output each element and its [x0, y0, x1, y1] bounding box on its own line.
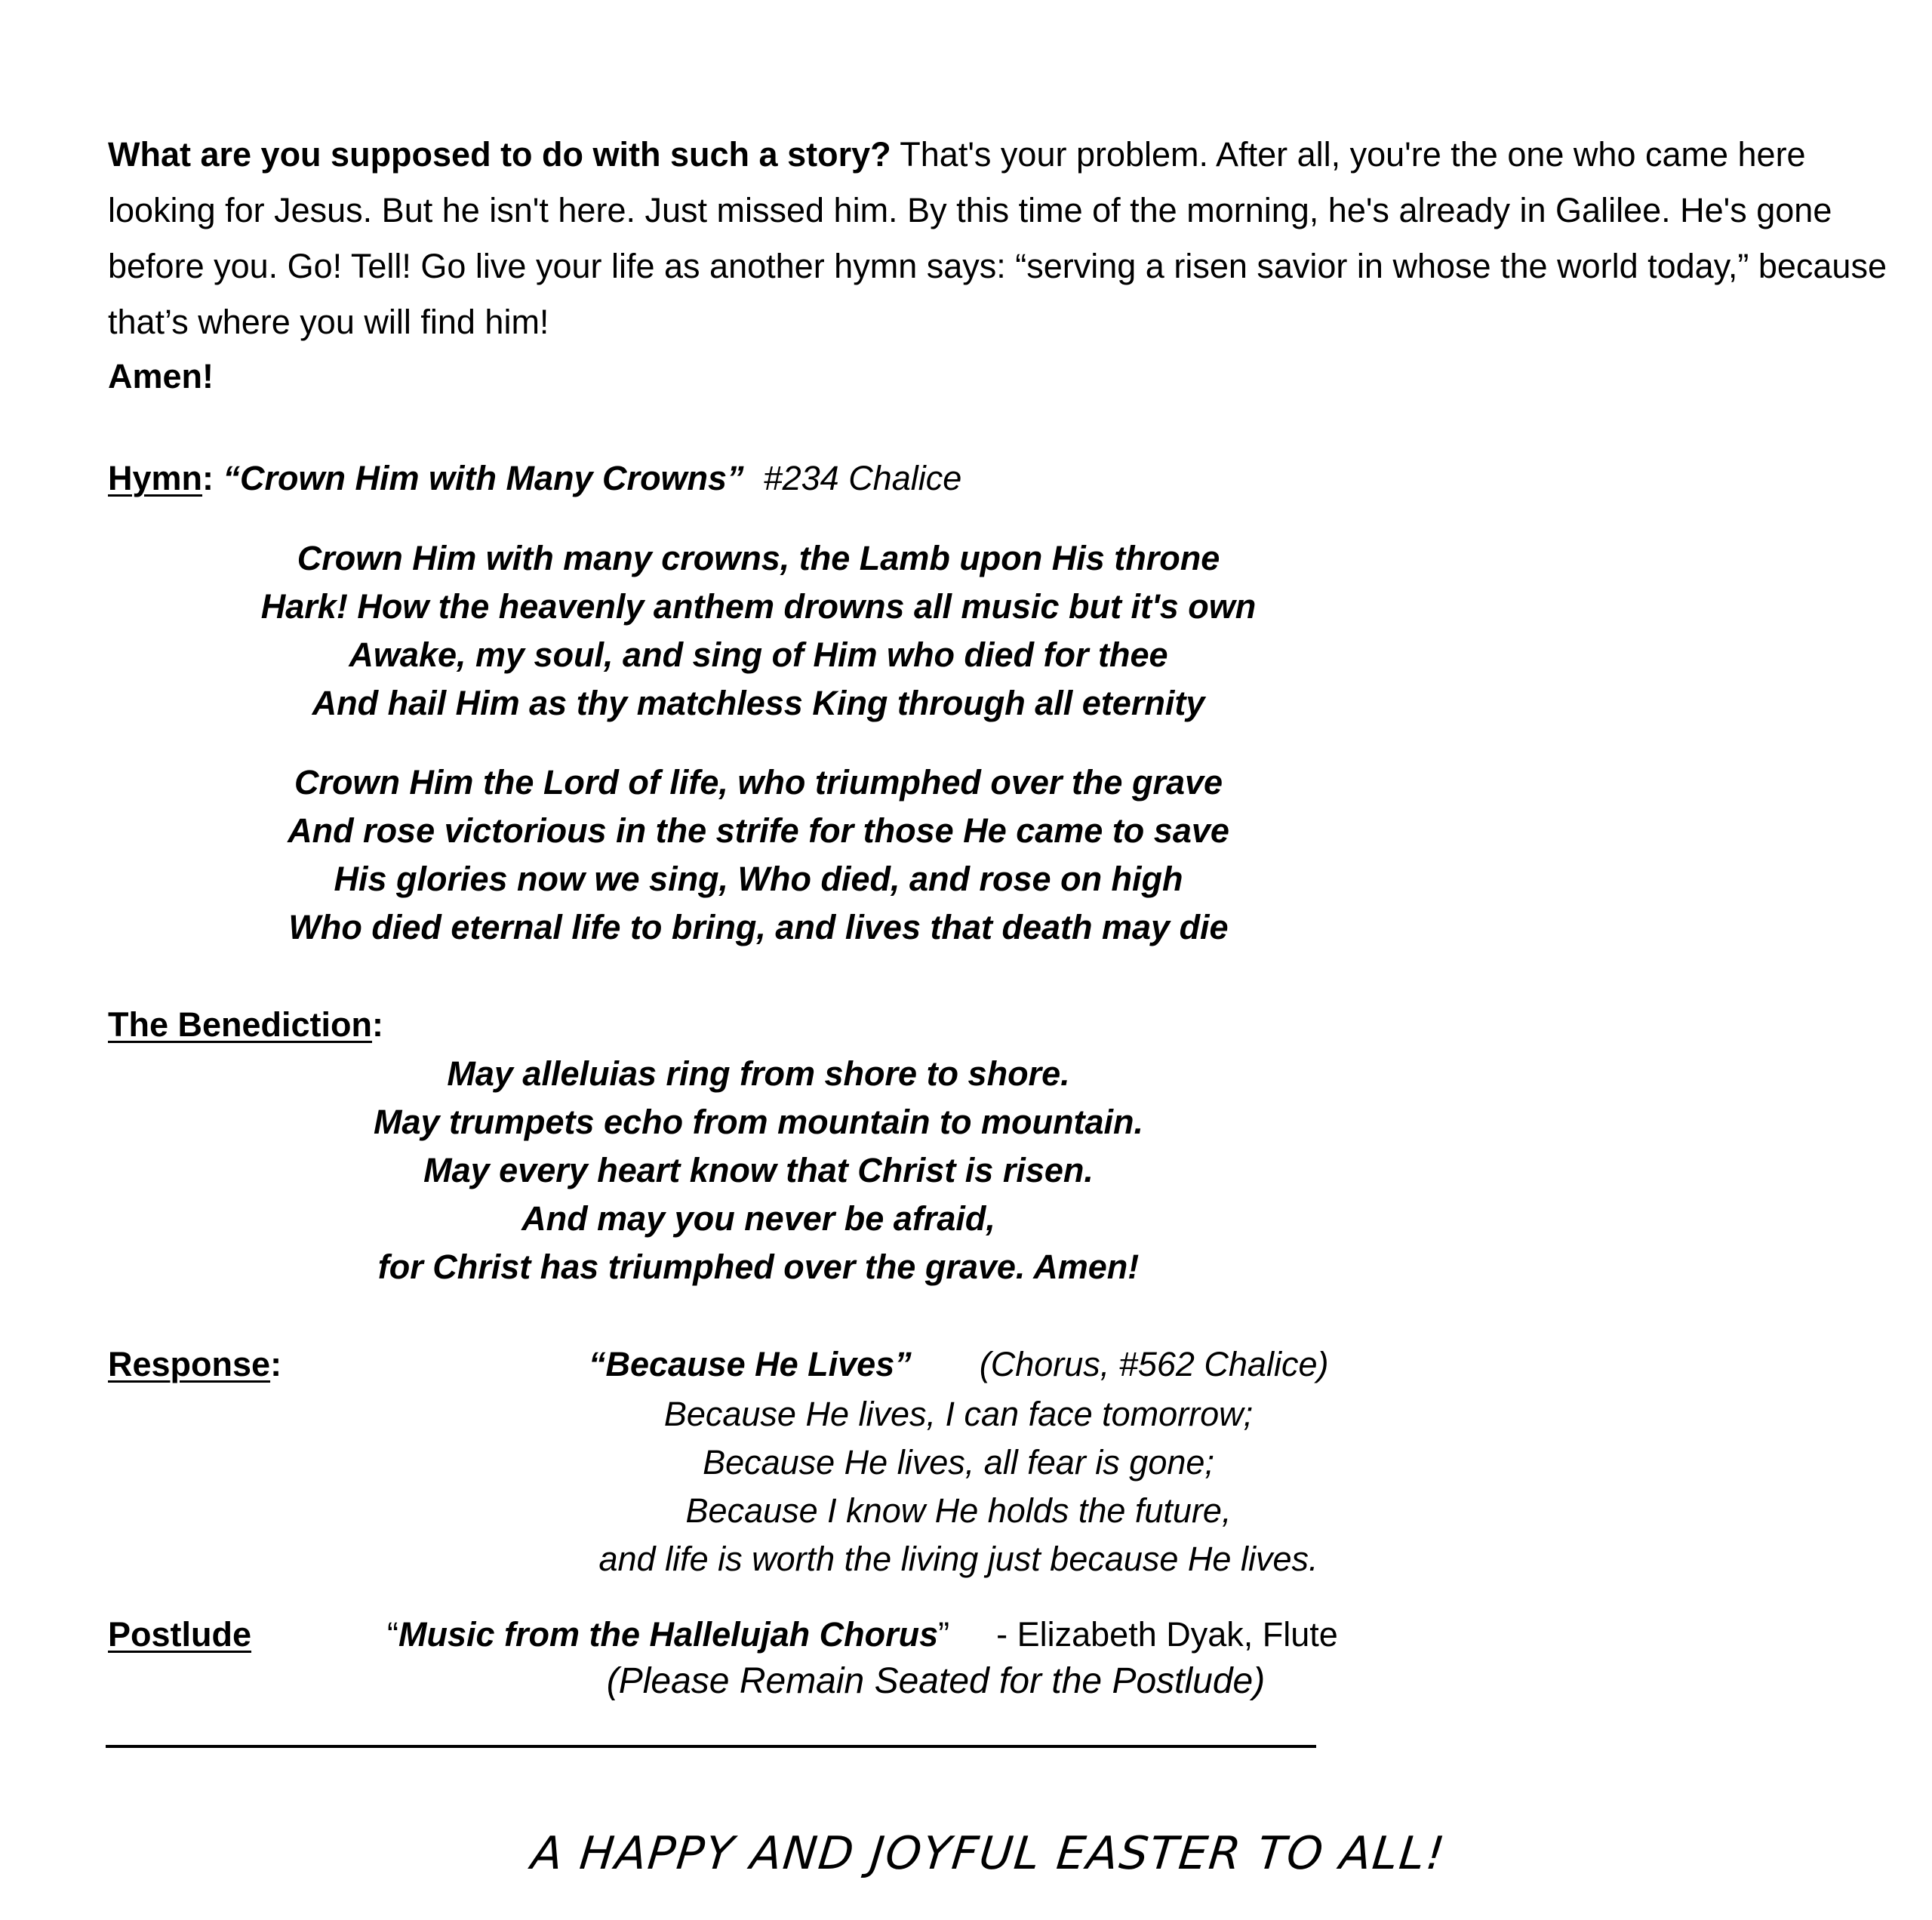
hymn-verse-line: Crown Him the Lord of life, who triumphed over the grave [294, 763, 1223, 802]
postlude-open-quote: “ [387, 1615, 398, 1654]
response-title-line [589, 1342, 1328, 1387]
postlude-label: Postlude [108, 1615, 252, 1654]
response-credit: (Chorus, #562 Chalice) [979, 1345, 1329, 1383]
chorus-line: Because I know He holds the future, [685, 1491, 1232, 1530]
hymn-verse-1 [0, 534, 1517, 728]
benediction-line: for Christ has triumphed over the grave. Amen! [377, 1248, 1140, 1286]
response-colon: : [270, 1345, 282, 1383]
hymn-verse-line: Awake, my soul, and sing of Him who died for thee [349, 635, 1168, 674]
response-label: Response [108, 1345, 271, 1383]
chorus-line: Because He lives, all fear is gone; [703, 1443, 1214, 1482]
postlude-close-quote: ” [938, 1615, 950, 1654]
response-heading [108, 1342, 281, 1387]
hymn-verse-line: Hark! How the heavenly anthem drowns all music but it's own [260, 587, 1257, 626]
benediction-line: May trumpets echo from mountain to mountain. [373, 1103, 1144, 1141]
benediction-label: The Benediction [108, 1005, 373, 1044]
postlude-title: Music from the Hallelujah Chorus [398, 1615, 939, 1654]
benediction-text [0, 1050, 1517, 1291]
response-chorus [0, 1390, 1917, 1583]
sermon-closing-text: That's your problem. After all, you're the one who came here looking for Jesus. But he isn't here. Just missed him. By this time of the morning, he's already in Galilee. He's gone before you. Go! Tell! Go live your life as another hymn says: “serving a risen savior in whose the world today,” because that’s where you will find him! [108, 135, 1887, 341]
postlude-heading [108, 1612, 251, 1657]
hymn-verse-line: His glories now we sing, Who died, and rose on high [334, 860, 1183, 898]
benediction-heading [108, 1002, 383, 1048]
hymn-heading [108, 456, 961, 501]
benediction-line: And may you never be afraid, [521, 1199, 995, 1238]
benediction-colon: : [372, 1005, 384, 1044]
chorus-line: Because He lives, I can face tomorrow; [663, 1395, 1254, 1433]
hymn-title: “Crown Him with Many Crowns” [223, 459, 744, 497]
sermon-closing-paragraph [108, 127, 1904, 350]
hymn-verse-line: Crown Him with many crowns, the Lamb upon His throne [297, 539, 1220, 577]
hymn-colon: : [202, 459, 214, 497]
hymn-verse-2 [0, 758, 1517, 952]
postlude-line [387, 1612, 1338, 1657]
divider-line [106, 1745, 1316, 1748]
benediction-line: May alleluias ring from shore to shore. [447, 1054, 1070, 1093]
easter-greeting: A HAPPY AND JOYFUL EASTER TO ALL! [528, 1827, 1449, 1880]
postlude-performer: - Elizabeth Dyak, Flute [996, 1615, 1338, 1654]
hymn-verse-line: And hail Him as thy matchless King through all eternity [312, 684, 1205, 722]
chorus-line: and life is worth the living just because He lives. [598, 1540, 1318, 1578]
hymn-verse-line: And rose victorious in the strife for those He came to save [288, 811, 1229, 850]
postlude-seating-note: (Please Remain Seated for the Postlude) [606, 1661, 1266, 1701]
hymn-verse-line: Who died eternal life to bring, and lives that death may die [288, 908, 1229, 946]
amen-text: Amen! [108, 357, 214, 395]
benediction-line: May every heart know that Christ is risen. [423, 1151, 1094, 1189]
response-title: “Because He Lives” [589, 1345, 912, 1383]
sermon-lead-question: What are you supposed to do with such a story? [108, 135, 891, 174]
hymn-number: #234 Chalice [763, 459, 962, 497]
hymn-label: Hymn [108, 459, 203, 497]
